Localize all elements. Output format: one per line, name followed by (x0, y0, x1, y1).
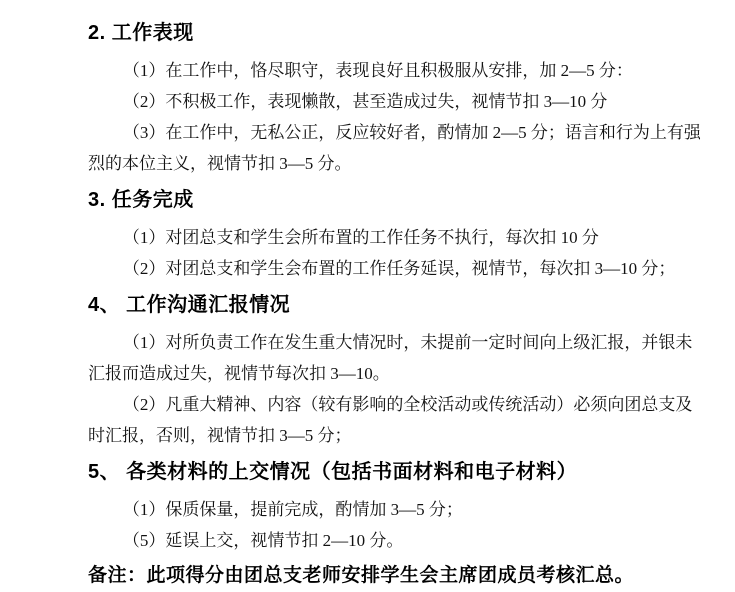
note-line: 备注：此项得分由团总支老师安排学生会主席团成员考核汇总。 (88, 565, 635, 586)
section-4-item-2: （2）凡重大精神、内容（较有影响的全校活动或传统活动）必须向团总支及时汇报，否则，视情节扣 3—5 分； (88, 395, 693, 445)
section-2-item-2: （2）不积极工作，表现懒散，甚至造成过失，视情节扣 3—10 分 (122, 92, 608, 111)
section-3-heading: 3. 任务完成 (88, 189, 194, 211)
section-5-item-2: （5）延误上交，视情节扣 2—10 分。 (122, 531, 404, 550)
section-5-heading: 5、 各类材料的上交情况（包括书面材料和电子材料） (88, 461, 578, 483)
section-5-item-1: （1）保质保量，提前完成，酌情加 3—5 分； (122, 500, 463, 519)
section-2-heading: 2. 工作表现 (88, 22, 194, 44)
section-3-item-2: （2）对团总支和学生会布置的工作任务延误，视情节，每次扣 3—10 分； (122, 259, 676, 278)
section-3-item-1: （1）对团总支和学生会所布置的工作任务不执行，每次扣 10 分 (122, 228, 599, 247)
section-2-item-1: （1）在工作中，恪尽职守，表现良好且积极服从安排，加 2—5 分： (122, 61, 633, 80)
section-4-heading: 4、 工作沟通汇报情况 (88, 294, 291, 316)
section-2-item-3: （3）在工作中，无私公正，反应较好者，酌情加 2—5 分；语言和行为上有强烈的本位主义，视情节扣 3—5 分。 (88, 123, 701, 173)
section-4-item-1: （1）对所负责工作在发生重大情况时，未提前一定时间向上级汇报，并银未汇报而造成过失，视情节每次扣 3—10。 (88, 333, 693, 383)
